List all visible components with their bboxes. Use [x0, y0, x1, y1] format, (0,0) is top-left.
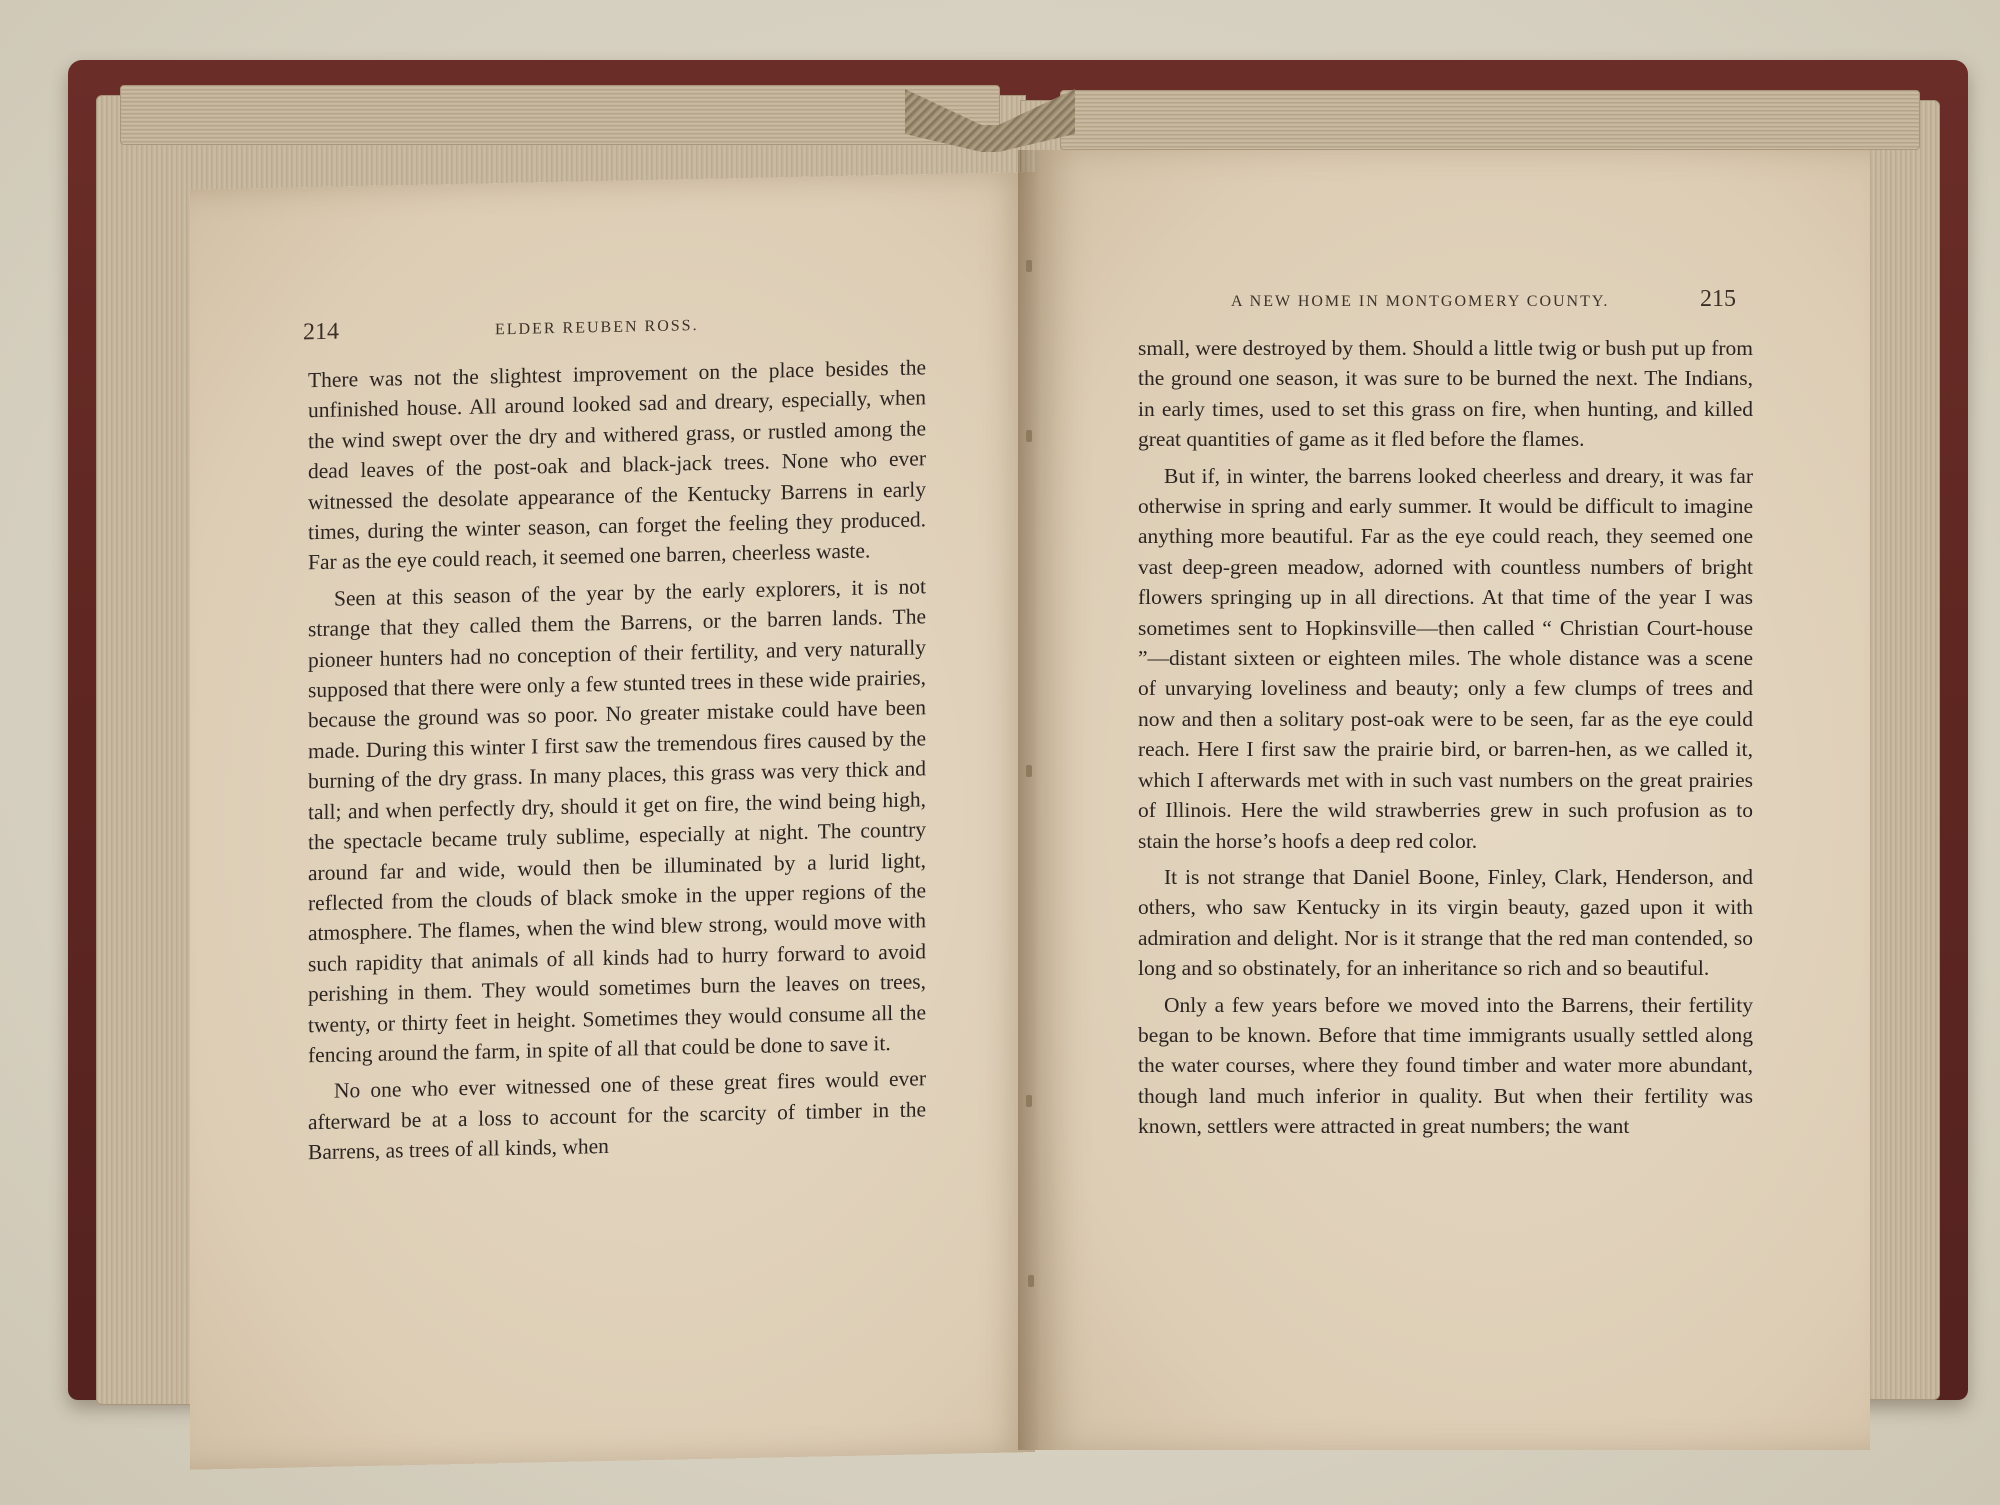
left-paragraph-2: Seen at this season of the year by the early explorers, it is not strange that they called them the Barrens, or the barren lands. The pioneer hunters had no conception of their fertility, and very naturally supposed that there were only a few stunted trees in these wide prairies, because the ground was so poor. No greater mistake could have been made. During this winter I first saw the tremendous fires caused by the burning of the dry grass. In many places, this grass was very thick and tall; and when perfectly dry, should it get on fire, the wind being high, the spectacle became truly sublime, especially at night. The country around far and wide, would then be illuminated by a lurid light, reflected from the clouds of black smoke in the upper regions of the atmosphere. The flames, when the wind blew strong, would move with such rapidity that animals of all kinds had to hurry forward to avoid perishing in them. They would sometimes burn the leaves on trees, twenty, or thirty feet in height. Sometimes they would consume all the fencing around the farm, in spite of all that could be done to save it. — [308, 574, 926, 1068]
book-gutter — [1018, 150, 1056, 1450]
left-top-page-edges — [120, 85, 1000, 145]
left-page-text — [308, 352, 926, 1168]
left-paragraph-1: There was not the slightest improvement on the place besides the unfinished house. All around looked sad and dreary, especially, when the wind swept over the dry and withered grass, or rustled among the dead leaves of the post-oak and black-jack trees. None who ever witnessed the desolate appearance of the Kentucky Barrens in early times, during the winter season, can forget the feeling they produced. Far as the eye could reach, it seemed one barren, cheerless waste. — [308, 355, 926, 575]
right-page-number: 215 — [1700, 286, 1736, 312]
right-paragraph-1: small, were destroyed by them. Should a little twig or bush put up from the ground one season, it was sure to be burned the next. The Indians, in early times, used to set this grass on fire, when hunting, and killed great quantities of game as it fled before the flames. — [1138, 336, 1753, 452]
right-paragraph-2: But if, in winter, the barrens looked cheerless and dreary, it was far otherwise in spring and early summer. It would be difficult to imagine anything more beautiful. Far as the eye could reach, they seemed one vast deep-green meadow, adorned with countless numbers of bright flowers springing up in all directions. At that time of the year I was sometimes sent to Hopkinsville—then called “ Christian Court-house ”—distant sixteen or eighteen miles. The whole distance was a scene of unvarying loveliness and beauty; only a few clumps of trees and now and then a solitary post-oak were to be seen, far as the eye could reach. Here I first saw the prairie bird, or barren-hen, as we called it, which I afterwards met with in such vast numbers on the great prairies of Illinois. Here the wild strawberries grew in such profusion as to stain the horse’s hoofs a deep red color. — [1138, 463, 1753, 853]
right-paragraph-3: It is not strange that Daniel Boone, Finley, Clark, Henderson, and others, who saw Kentucky in its virgin beauty, gazed upon it with admiration and delight. Nor is it strange that the red man contended, so long and so obstinately, for an inheritance so rich and so beautiful. — [1138, 864, 1753, 981]
right-top-page-edges — [1060, 90, 1920, 150]
left-running-head: ELDER REUBEN ROSS. — [495, 317, 699, 339]
right-running-head: A NEW HOME IN MONTGOMERY COUNTY. — [1231, 293, 1610, 310]
right-page — [1035, 150, 1870, 1450]
binding-stitch — [1026, 1095, 1032, 1107]
binding-stitch — [1026, 260, 1032, 272]
right-paragraph-4: Only a few years before we moved into the Barrens, their fertility began to be known. Before that time immigrants usually settled along the water courses, where they found timber and water more abundant, though land much inferior in quality. But when their fertility was known, settlers were attracted in great numbers; the want — [1138, 992, 1753, 1139]
left-page-number: 214 — [303, 318, 339, 346]
left-page — [190, 172, 1035, 1470]
binding-stitch — [1028, 1275, 1034, 1287]
binding-stitch — [1026, 430, 1032, 442]
left-paragraph-3: No one who ever witnessed one of these great fires would ever afterward be at a loss to account for the scarcity of timber in the Barrens, as trees of all kinds, when — [308, 1066, 926, 1165]
binding-stitch — [1026, 765, 1032, 777]
right-page-text — [1138, 333, 1753, 1142]
